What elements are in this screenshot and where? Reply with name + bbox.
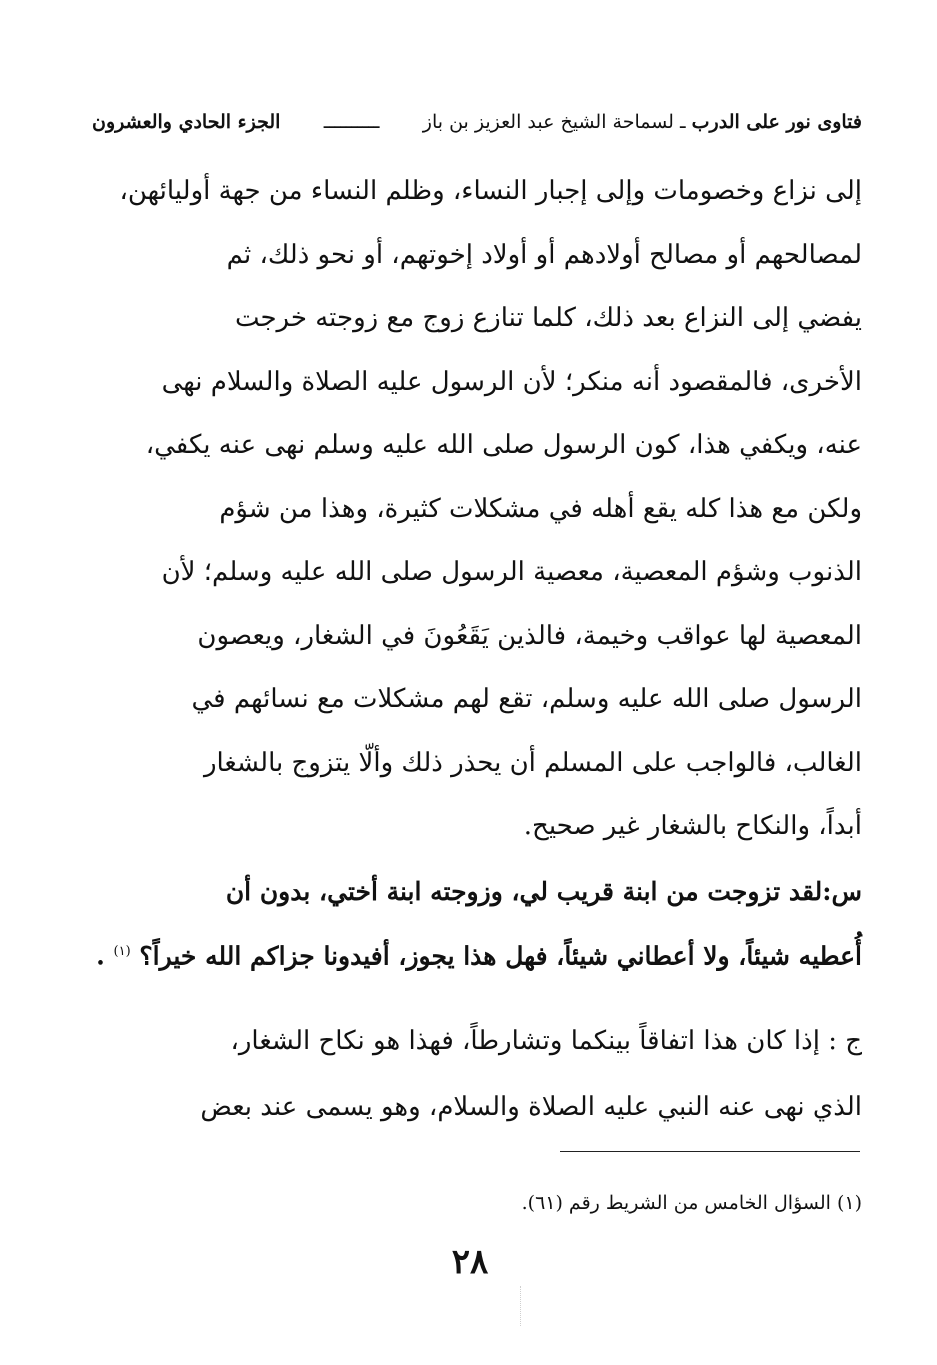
header-dash: ـ bbox=[680, 111, 686, 133]
footnote: (١) السؤال الخامس من الشريط رقم (٦١). bbox=[521, 1192, 862, 1214]
question-line: س:لقد تزوجت من ابنة قريب لي، وزوجته ابنة أختي، بدون أن bbox=[225, 877, 862, 906]
body-line: لمصالحهم أو مصالح أولادهم أو أولاد إخوتهم، أو نحو ذلك، ثم bbox=[226, 239, 862, 270]
header-author: لسماحة الشيخ عبد العزيز بن باز bbox=[422, 111, 674, 133]
footnote-reference: (١) bbox=[113, 944, 131, 959]
body-line: المعصية لها عواقب وخيمة، فالذين يَقَعُونَ في الشغار، ويعصون bbox=[197, 620, 862, 651]
footnote-divider bbox=[560, 1151, 860, 1152]
body-line: أبداً، والنكاح بالشغار غير صحيح. bbox=[523, 811, 862, 841]
body-line: الغالب، فالواجب على المسلم أن يحذر ذلك وألّا يتزوج بالشغار bbox=[203, 747, 862, 778]
body-line: يفضي إلى النزاع بعد ذلك، كلما تنازع زوج مع زوجته خرجت bbox=[234, 303, 862, 333]
answer-line: الذي نهى عنه النبي عليه الصلاة والسلام، وهو يسمى عند بعض bbox=[200, 1092, 862, 1122]
body-line: إلى نزاع وخصومات وإلى إجبار النساء، وظلم النساء من جهة أوليائهن، bbox=[119, 176, 862, 206]
answer-line: ج : إذا كان هذا اتفاقاً بينكما وتشارطاً، فهذا هو نكاح الشغار، bbox=[230, 1026, 862, 1056]
body-paragraph bbox=[94, 160, 862, 859]
question-block bbox=[94, 862, 862, 982]
body-line: ولكن مع هذا كله يقع أهله في مشكلات كثيرة، وهذا من شؤم bbox=[219, 493, 862, 524]
body-line: عنه، ويكفي هذا، كون الرسول صلى الله عليه وسلم نهى عنه يكفي، bbox=[145, 430, 862, 460]
page-number: ٢٨ bbox=[451, 1242, 489, 1282]
running-header bbox=[92, 104, 862, 140]
scan-mark bbox=[520, 1286, 522, 1326]
header-book-title: فتاوى نور على الدرب bbox=[691, 111, 862, 133]
body-line: الأخرى، فالمقصود أنه منكر؛ لأن الرسول عليه الصلاة والسلام نهى bbox=[161, 366, 862, 397]
header-separator-line: ــــــــــ bbox=[323, 111, 380, 133]
question-text: أُعطيه شيئاً، ولا أعطاني شيئاً، فهل هذا يجوز، أفيدونا جزاكم الله خيراً؟ bbox=[139, 941, 862, 971]
header-title-group bbox=[423, 111, 862, 133]
answer-block bbox=[94, 1008, 862, 1140]
question-end-mark: . bbox=[96, 941, 105, 971]
body-line: الذنوب وشؤم المعصية، معصية الرسول صلى الله عليه وسلم؛ لأن bbox=[161, 557, 862, 587]
question-line-2 bbox=[94, 922, 862, 982]
body-line: الرسول صلى الله عليه وسلم، تقع لهم مشكلات مع نسائهم في bbox=[191, 684, 862, 714]
header-volume: الجزء الحادي والعشرون bbox=[92, 111, 281, 133]
